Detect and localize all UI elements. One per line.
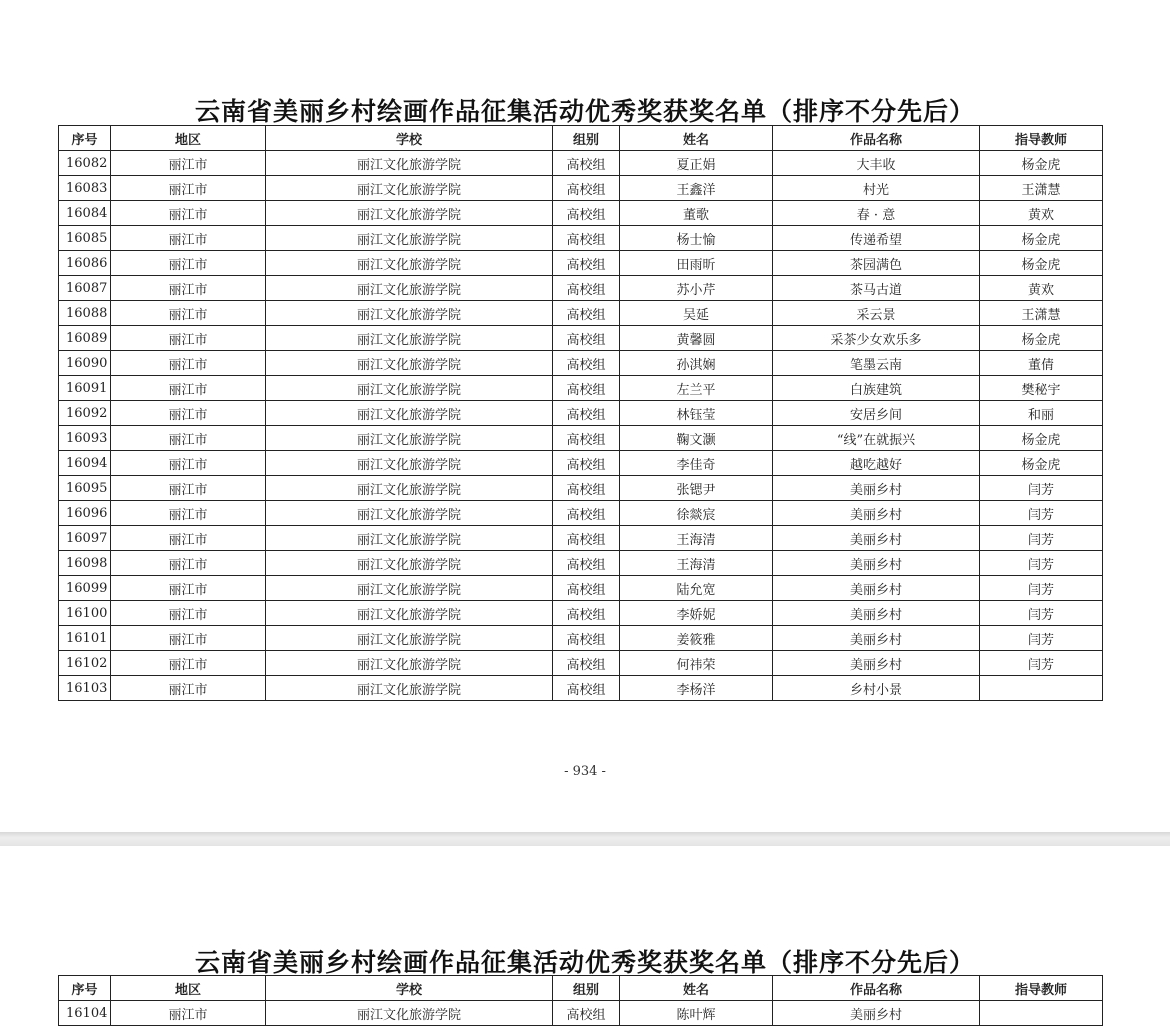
cell-group: 高校组 (553, 1001, 620, 1026)
cell-region: 丽江市 (111, 201, 266, 226)
cell-instructor: 闫芳 (980, 551, 1103, 576)
table-row (59, 551, 1103, 576)
awards-table (58, 975, 1103, 1026)
cell-region: 丽江市 (111, 351, 266, 376)
cell-serial-number: 16104 (59, 1001, 111, 1026)
cell-serial-number: 16089 (59, 326, 111, 351)
cell-region: 丽江市 (111, 176, 266, 201)
cell-school: 丽江文化旅游学院 (266, 376, 553, 401)
cell-region: 丽江市 (111, 626, 266, 651)
cell-work-title: 美丽乡村 (773, 526, 980, 551)
table-row (59, 501, 1103, 526)
cell-group: 高校组 (553, 201, 620, 226)
cell-school: 丽江文化旅游学院 (266, 626, 553, 651)
header-region: 地区 (111, 126, 266, 151)
cell-group: 高校组 (553, 626, 620, 651)
cell-serial-number: 16084 (59, 201, 111, 226)
cell-school: 丽江文化旅游学院 (266, 226, 553, 251)
cell-work-title: 美丽乡村 (773, 501, 980, 526)
header-serial-number: 序号 (59, 126, 111, 151)
cell-school: 丽江文化旅游学院 (266, 551, 553, 576)
table-row (59, 276, 1103, 301)
cell-instructor: 杨金虎 (980, 451, 1103, 476)
cell-work-title: 传递希望 (773, 226, 980, 251)
table-row (59, 226, 1103, 251)
header-name: 姓名 (620, 976, 773, 1001)
cell-region: 丽江市 (111, 276, 266, 301)
cell-name: 林钰莹 (620, 401, 773, 426)
header-work-title: 作品名称 (773, 126, 980, 151)
cell-school: 丽江文化旅游学院 (266, 176, 553, 201)
table-row (59, 176, 1103, 201)
cell-region: 丽江市 (111, 676, 266, 701)
table-body (59, 1001, 1103, 1026)
cell-work-title: 美丽乡村 (773, 651, 980, 676)
cell-instructor: 董倩 (980, 351, 1103, 376)
cell-name: 李佳奇 (620, 451, 773, 476)
cell-group: 高校组 (553, 651, 620, 676)
cell-region: 丽江市 (111, 1001, 266, 1026)
cell-group: 高校组 (553, 476, 620, 501)
cell-instructor: 樊秘宇 (980, 376, 1103, 401)
cell-group: 高校组 (553, 501, 620, 526)
cell-name: 王鑫洋 (620, 176, 773, 201)
cell-region: 丽江市 (111, 501, 266, 526)
table-row (59, 526, 1103, 551)
cell-instructor: 杨金虎 (980, 426, 1103, 451)
header-name: 姓名 (620, 126, 773, 151)
cell-name: 杨士愉 (620, 226, 773, 251)
cell-serial-number: 16086 (59, 251, 111, 276)
cell-school: 丽江文化旅游学院 (266, 201, 553, 226)
cell-serial-number: 16083 (59, 176, 111, 201)
cell-work-title: 春 · 意 (773, 201, 980, 226)
cell-group: 高校组 (553, 351, 620, 376)
cell-instructor: 闫芳 (980, 526, 1103, 551)
awards-table (58, 125, 1103, 701)
cell-school: 丽江文化旅游学院 (266, 476, 553, 501)
cell-instructor: 王潇慧 (980, 301, 1103, 326)
cell-school: 丽江文化旅游学院 (266, 501, 553, 526)
cell-work-title: 美丽乡村 (773, 551, 980, 576)
cell-work-title: 笔墨云南 (773, 351, 980, 376)
cell-school: 丽江文化旅游学院 (266, 526, 553, 551)
cell-name: 何祎荣 (620, 651, 773, 676)
cell-region: 丽江市 (111, 301, 266, 326)
cell-serial-number: 16098 (59, 551, 111, 576)
header-work-title: 作品名称 (773, 976, 980, 1001)
table-body (59, 151, 1103, 701)
cell-instructor: 闫芳 (980, 601, 1103, 626)
cell-serial-number: 16091 (59, 376, 111, 401)
cell-school: 丽江文化旅游学院 (266, 326, 553, 351)
cell-work-title: 美丽乡村 (773, 576, 980, 601)
cell-group: 高校组 (553, 526, 620, 551)
cell-work-title: 乡村小景 (773, 676, 980, 701)
cell-name: 田雨昕 (620, 251, 773, 276)
cell-region: 丽江市 (111, 376, 266, 401)
header-group: 组别 (553, 976, 620, 1001)
cell-instructor: 王潇慧 (980, 176, 1103, 201)
table-row (59, 376, 1103, 401)
cell-group: 高校组 (553, 301, 620, 326)
cell-work-title: “线”在就振兴 (773, 426, 980, 451)
cell-instructor: 闫芳 (980, 476, 1103, 501)
cell-group: 高校组 (553, 176, 620, 201)
cell-name: 董歌 (620, 201, 773, 226)
table-row (59, 351, 1103, 376)
header-instructor: 指导教师 (980, 126, 1103, 151)
cell-region: 丽江市 (111, 226, 266, 251)
cell-group: 高校组 (553, 426, 620, 451)
cell-group: 高校组 (553, 551, 620, 576)
cell-name: 李娇妮 (620, 601, 773, 626)
cell-instructor: 杨金虎 (980, 326, 1103, 351)
header-school: 学校 (266, 976, 553, 1001)
cell-name: 徐燚宸 (620, 501, 773, 526)
table-row (59, 476, 1103, 501)
cell-group: 高校组 (553, 151, 620, 176)
cell-name: 陈叶辉 (620, 1001, 773, 1026)
cell-region: 丽江市 (111, 251, 266, 276)
table-row (59, 1001, 1103, 1026)
cell-work-title: 越吃越好 (773, 451, 980, 476)
cell-work-title: 村光 (773, 176, 980, 201)
table-row (59, 201, 1103, 226)
table-row (59, 151, 1103, 176)
cell-school: 丽江文化旅游学院 (266, 301, 553, 326)
cell-name: 姜筱雅 (620, 626, 773, 651)
cell-serial-number: 16100 (59, 601, 111, 626)
cell-name: 陆允宽 (620, 576, 773, 601)
page-separator (0, 832, 1170, 846)
cell-school: 丽江文化旅游学院 (266, 576, 553, 601)
cell-instructor: 杨金虎 (980, 251, 1103, 276)
cell-name: 鞠文灏 (620, 426, 773, 451)
cell-region: 丽江市 (111, 576, 266, 601)
table-row (59, 326, 1103, 351)
header-instructor: 指导教师 (980, 976, 1103, 1001)
cell-work-title: 大丰收 (773, 151, 980, 176)
cell-name: 夏正娟 (620, 151, 773, 176)
cell-instructor: 闫芳 (980, 501, 1103, 526)
cell-group: 高校组 (553, 376, 620, 401)
table-header-row (59, 976, 1103, 1001)
cell-school: 丽江文化旅游学院 (266, 251, 553, 276)
cell-region: 丽江市 (111, 476, 266, 501)
cell-serial-number: 16095 (59, 476, 111, 501)
table-row (59, 451, 1103, 476)
table-row (59, 676, 1103, 701)
cell-instructor: 杨金虎 (980, 151, 1103, 176)
cell-instructor: 黄欢 (980, 276, 1103, 301)
cell-group: 高校组 (553, 601, 620, 626)
cell-school: 丽江文化旅游学院 (266, 601, 553, 626)
cell-name: 王海清 (620, 551, 773, 576)
table-header-row (59, 126, 1103, 151)
cell-school: 丽江文化旅游学院 (266, 276, 553, 301)
cell-instructor (980, 1001, 1103, 1026)
cell-region: 丽江市 (111, 401, 266, 426)
cell-serial-number: 16085 (59, 226, 111, 251)
cell-serial-number: 16103 (59, 676, 111, 701)
cell-work-title: 美丽乡村 (773, 626, 980, 651)
cell-instructor: 杨金虎 (980, 226, 1103, 251)
cell-group: 高校组 (553, 251, 620, 276)
cell-work-title: 茶马古道 (773, 276, 980, 301)
cell-instructor: 和丽 (980, 401, 1103, 426)
cell-serial-number: 16092 (59, 401, 111, 426)
cell-work-title: 安居乡间 (773, 401, 980, 426)
table-row (59, 251, 1103, 276)
cell-work-title: 茶园满色 (773, 251, 980, 276)
cell-region: 丽江市 (111, 551, 266, 576)
cell-instructor: 黄欢 (980, 201, 1103, 226)
cell-serial-number: 16094 (59, 451, 111, 476)
cell-school: 丽江文化旅游学院 (266, 351, 553, 376)
document-title: 云南省美丽乡村绘画作品征集活动优秀奖获奖名单（排序不分先后） (194, 97, 975, 126)
document-title: 云南省美丽乡村绘画作品征集活动优秀奖获奖名单（排序不分先后） (194, 948, 975, 977)
cell-serial-number: 16088 (59, 301, 111, 326)
cell-serial-number: 16087 (59, 276, 111, 301)
cell-work-title: 美丽乡村 (773, 476, 980, 501)
table-row (59, 426, 1103, 451)
cell-serial-number: 16093 (59, 426, 111, 451)
cell-serial-number: 16090 (59, 351, 111, 376)
cell-region: 丽江市 (111, 651, 266, 676)
cell-work-title: 白族建筑 (773, 376, 980, 401)
cell-group: 高校组 (553, 576, 620, 601)
cell-instructor: 闫芳 (980, 626, 1103, 651)
cell-work-title: 采云景 (773, 301, 980, 326)
cell-name: 吴延 (620, 301, 773, 326)
cell-group: 高校组 (553, 676, 620, 701)
cell-name: 孙淇娴 (620, 351, 773, 376)
cell-group: 高校组 (553, 401, 620, 426)
cell-name: 王海清 (620, 526, 773, 551)
cell-school: 丽江文化旅游学院 (266, 426, 553, 451)
table-row (59, 576, 1103, 601)
cell-name: 黄馨圆 (620, 326, 773, 351)
cell-region: 丽江市 (111, 451, 266, 476)
header-serial-number: 序号 (59, 976, 111, 1001)
header-school: 学校 (266, 126, 553, 151)
document-page-2 (0, 846, 1170, 1027)
table-row (59, 601, 1103, 626)
cell-region: 丽江市 (111, 426, 266, 451)
cell-name: 张锶尹 (620, 476, 773, 501)
cell-school: 丽江文化旅游学院 (266, 401, 553, 426)
cell-work-title: 美丽乡村 (773, 601, 980, 626)
cell-name: 李杨洋 (620, 676, 773, 701)
cell-work-title: 采茶少女欢乐多 (773, 326, 980, 351)
cell-instructor: 闫芳 (980, 651, 1103, 676)
table-row (59, 651, 1103, 676)
cell-serial-number: 16082 (59, 151, 111, 176)
cell-serial-number: 16097 (59, 526, 111, 551)
cell-work-title: 美丽乡村 (773, 1001, 980, 1026)
cell-group: 高校组 (553, 326, 620, 351)
cell-serial-number: 16102 (59, 651, 111, 676)
table-row (59, 626, 1103, 651)
cell-school: 丽江文化旅游学院 (266, 676, 553, 701)
table-row (59, 401, 1103, 426)
cell-region: 丽江市 (111, 601, 266, 626)
cell-group: 高校组 (553, 226, 620, 251)
cell-region: 丽江市 (111, 326, 266, 351)
page-number: - 934 - (564, 764, 606, 779)
cell-school: 丽江文化旅游学院 (266, 1001, 553, 1026)
cell-instructor (980, 676, 1103, 701)
cell-name: 苏小芹 (620, 276, 773, 301)
cell-group: 高校组 (553, 451, 620, 476)
cell-serial-number: 16096 (59, 501, 111, 526)
cell-region: 丽江市 (111, 526, 266, 551)
cell-instructor: 闫芳 (980, 576, 1103, 601)
cell-school: 丽江文化旅游学院 (266, 151, 553, 176)
header-region: 地区 (111, 976, 266, 1001)
cell-serial-number: 16101 (59, 626, 111, 651)
header-group: 组别 (553, 126, 620, 151)
cell-serial-number: 16099 (59, 576, 111, 601)
cell-school: 丽江文化旅游学院 (266, 451, 553, 476)
table-row (59, 301, 1103, 326)
cell-region: 丽江市 (111, 151, 266, 176)
cell-school: 丽江文化旅游学院 (266, 651, 553, 676)
cell-name: 左兰平 (620, 376, 773, 401)
cell-group: 高校组 (553, 276, 620, 301)
